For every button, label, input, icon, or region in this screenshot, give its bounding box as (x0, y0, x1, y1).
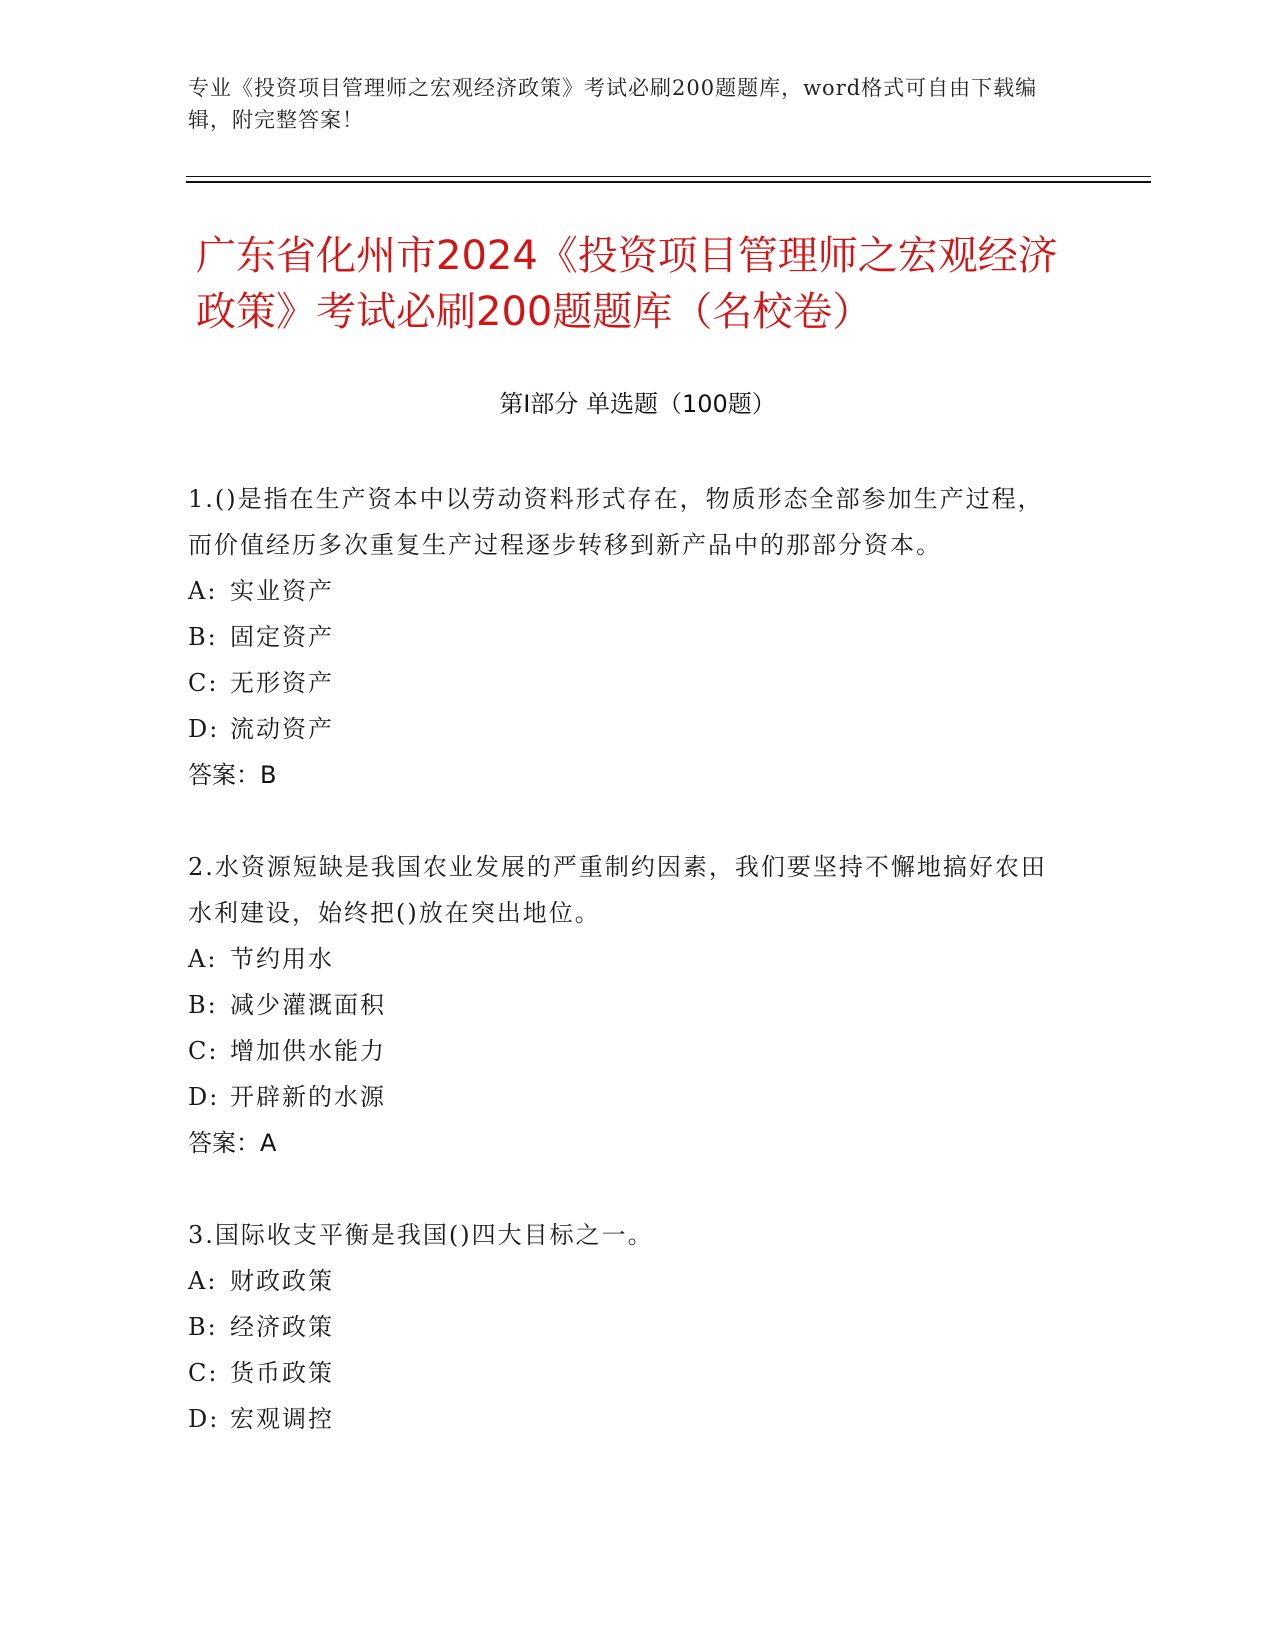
header-divider-thin (186, 176, 1151, 177)
option-text: 宏观调控 (230, 1405, 334, 1433)
option-text: 增加供水能力 (230, 1037, 386, 1065)
option-text: 经济政策 (230, 1313, 334, 1341)
option-text: 财政政策 (230, 1267, 334, 1295)
option-text: 实业资产 (230, 577, 334, 605)
option-b (188, 1304, 1068, 1350)
question-item (188, 476, 1068, 798)
header-divider-thick (186, 181, 1151, 183)
option-key: B: (188, 1313, 218, 1341)
option-d (188, 1074, 1068, 1120)
section-heading: 第I部分 单选题（100题） (499, 390, 776, 418)
option-a (188, 568, 1068, 614)
option-text: 节约用水 (230, 945, 334, 973)
option-d (188, 1396, 1068, 1442)
option-text: 固定资产 (230, 623, 334, 651)
option-c (188, 1028, 1068, 1074)
option-c (188, 660, 1068, 706)
option-key: A: (188, 577, 218, 605)
option-text: 无形资产 (230, 669, 334, 697)
question-stem: 1.()是指在生产资本中以劳动资料形式存在，物质形态全部参加生产过程，而价值经历多次重复生产过程逐步转移到新产品中的那部分资本。 (188, 485, 1044, 559)
option-key: D: (188, 1083, 220, 1111)
question-item (188, 844, 1068, 1166)
answer-line: 答案：B (188, 761, 277, 789)
option-key: B: (188, 991, 218, 1019)
option-key: D: (188, 715, 220, 743)
option-c (188, 1350, 1068, 1396)
option-text: 货币政策 (230, 1359, 334, 1387)
option-a (188, 1258, 1068, 1304)
answer-line: 答案：A (188, 1129, 277, 1157)
option-text: 减少灌溉面积 (230, 991, 386, 1019)
header-note: 专业《投资项目管理师之宏观经济政策》考试必刷200题题库，word格式可自由下载编辑，附完整答案！ (188, 76, 1038, 132)
option-key: B: (188, 623, 218, 651)
option-b (188, 982, 1068, 1028)
option-key: C: (188, 1037, 219, 1065)
option-a (188, 936, 1068, 982)
option-key: D: (188, 1405, 220, 1433)
option-key: A: (188, 1267, 218, 1295)
document-title: 广东省化州市2024《投资项目管理师之宏观经济政策》考试必刷200题题库（名校卷） (196, 233, 1058, 335)
option-d (188, 706, 1068, 752)
question-stem: 3.国际收支平衡是我国()四大目标之一。 (188, 1221, 654, 1249)
option-b (188, 614, 1068, 660)
option-text: 开辟新的水源 (230, 1083, 386, 1111)
option-key: A: (188, 945, 218, 973)
option-key: C: (188, 1359, 219, 1387)
option-key: C: (188, 669, 219, 697)
option-text: 流动资产 (230, 715, 334, 743)
question-stem: 2.水资源短缺是我国农业发展的严重制约因素，我们要坚持不懈地搞好农田水利建设，始终把()放在突出地位。 (188, 853, 1047, 927)
question-list (188, 476, 1068, 1488)
question-item (188, 1212, 1068, 1442)
